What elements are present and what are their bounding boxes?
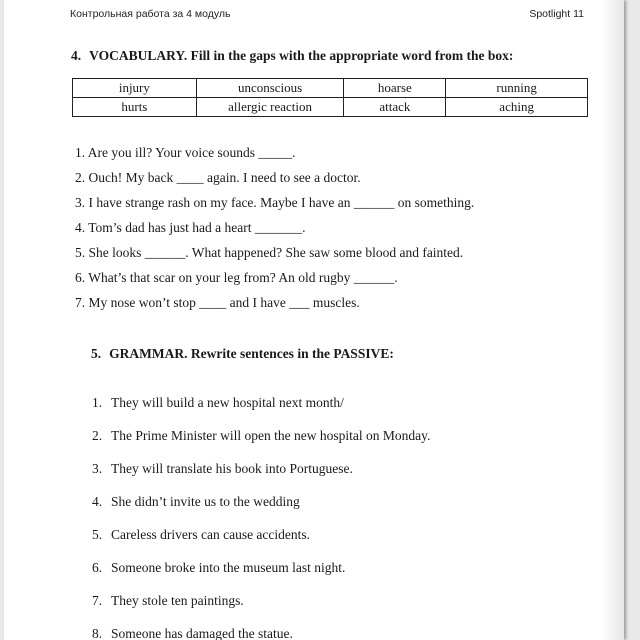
grammar-sentence <box>92 624 430 640</box>
grammar-section-heading: GRAMMAR. Rewrite sentences in the PASSIVE: <box>109 346 394 361</box>
word-box-cell: injury <box>73 79 197 98</box>
vocabulary-sentence: 7. My nose won’t stop ____ and I have ___ muscles. <box>75 295 360 310</box>
grammar-sentence-text: She didn’t invite us to the wedding <box>111 494 300 509</box>
grammar-sentence <box>92 459 430 492</box>
grammar-sentence <box>92 492 430 525</box>
grammar-sentence-text: They stole ten paintings. <box>111 593 244 608</box>
vocabulary-sentence: 1. Are you ill? Your voice sounds _____. <box>75 145 296 160</box>
grammar-sentence-text: The Prime Minister will open the new hospital on Monday. <box>111 428 431 443</box>
vocabulary-sentence: 6. What’s that scar on your leg from? An old rugby ______. <box>75 270 398 285</box>
grammar-sentence-number: 5. <box>92 527 103 542</box>
grammar-sentence <box>92 591 430 624</box>
vocabulary-sentence: 3. I have strange rash on my face. Maybe I have an ______ on something. <box>75 195 475 210</box>
word-box-cell: allergic reaction <box>196 98 344 117</box>
grammar-sentence-number: 2. <box>92 428 103 443</box>
word-box-cell: unconscious <box>196 79 344 98</box>
grammar-sentence <box>92 525 430 558</box>
word-box-cell: hoarse <box>344 79 446 98</box>
grammar-sentence <box>92 558 430 591</box>
word-box-cell: aching <box>446 98 588 117</box>
grammar-sentence-number: 8. <box>92 626 103 640</box>
grammar-section-title <box>91 346 394 362</box>
word-box-cell: attack <box>344 98 446 117</box>
worksheet-page <box>4 0 624 640</box>
grammar-sentence <box>92 426 430 459</box>
vocabulary-section-title <box>71 48 513 64</box>
grammar-sentences <box>92 393 430 640</box>
grammar-sentence-text: Someone broke into the museum last night. <box>111 560 346 575</box>
grammar-sentence-text: They will build a new hospital next month/ <box>111 395 344 410</box>
grammar-sentence-number: 7. <box>92 593 103 608</box>
grammar-sentence-text: Careless drivers can cause accidents. <box>111 527 311 542</box>
grammar-section-number: 5. <box>91 346 102 361</box>
grammar-sentence-text: They will translate his book into Portuguese. <box>111 461 353 476</box>
vocabulary-word-box <box>72 78 588 117</box>
grammar-sentence <box>92 393 430 426</box>
header-title: Контрольная работа за 4 модуль <box>70 8 231 20</box>
header-course: Spotlight 11 <box>529 8 584 20</box>
grammar-sentence-number: 6. <box>92 560 103 575</box>
vocabulary-sentence: 5. She looks ______. What happened? She saw some blood and fainted. <box>75 245 464 260</box>
vocabulary-sentence: 2. Ouch! My back ____ again. I need to see a doctor. <box>75 170 361 185</box>
grammar-sentence-number: 1. <box>92 395 103 410</box>
vocabulary-sentence: 4. Tom’s dad has just had a heart _______. <box>75 220 306 235</box>
vocabulary-sentences <box>75 143 474 318</box>
vocabulary-section-heading: VOCABULARY. Fill in the gaps with the appropriate word from the box: <box>89 48 514 63</box>
word-box-row <box>73 79 588 98</box>
word-box-row <box>73 98 588 117</box>
word-box-cell: running <box>446 79 588 98</box>
grammar-sentence-number: 3. <box>92 461 103 476</box>
word-box-cell: hurts <box>73 98 197 117</box>
grammar-sentence-number: 4. <box>92 494 103 509</box>
vocabulary-section-number: 4. <box>71 48 82 63</box>
grammar-sentence-text: Someone has damaged the statue. <box>111 626 293 640</box>
